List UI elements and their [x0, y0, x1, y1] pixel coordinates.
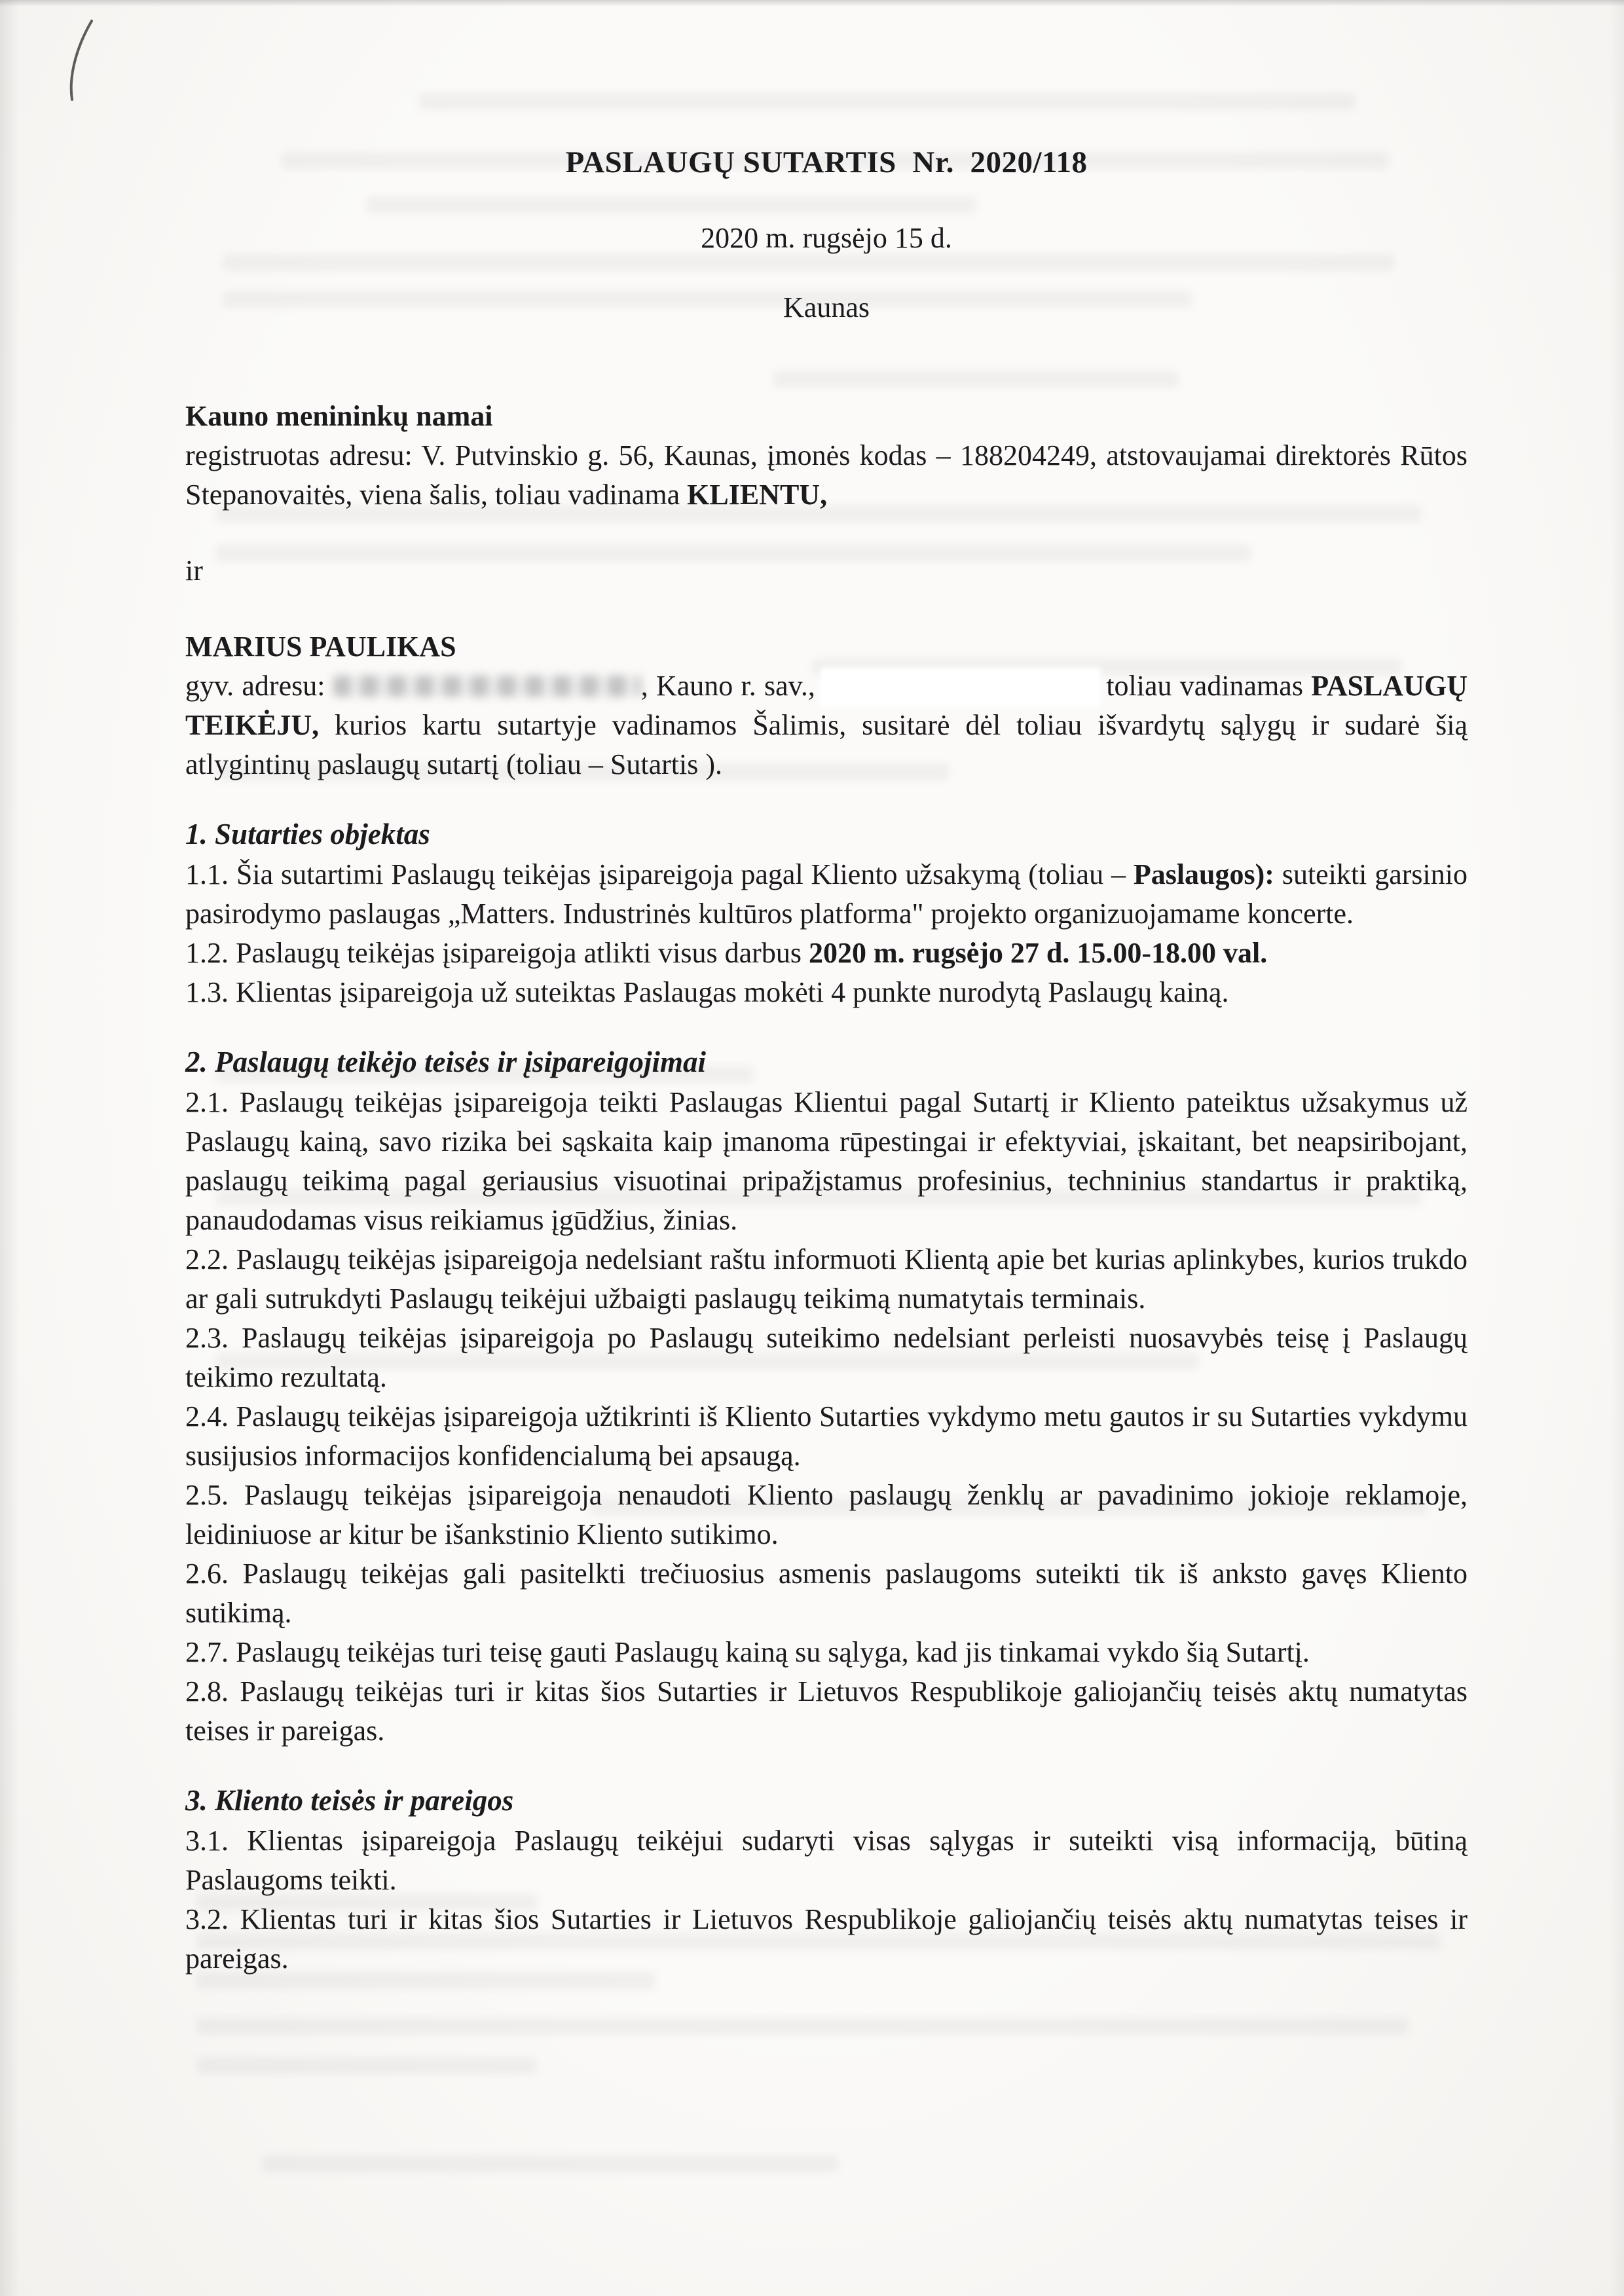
clause-paragraph [185, 1083, 1467, 1240]
conjunction-ir: ir [185, 555, 203, 587]
clause-paragraph [185, 1821, 1467, 1900]
client-details-text: registruotas adresu: V. Putvinskio g. 56, Kaunas, įmonės kodas – 188204249, atstovaujamai direktorės Rūtos Stepanovaitės, viena šalis, toliau vadinama [185, 439, 1467, 511]
clause-paragraph [185, 934, 1467, 973]
clause-text: 1.1. Šia sutartimi Paslaugų teikėjas įsipareigoja pagal Kliento užsakymą (toliau – [185, 858, 1134, 890]
contract-sections [185, 814, 1467, 1978]
clause-text: 2.4. Paslaugų teikėjas įsipareigoja užtikrinti iš Kliento Sutarties vykdymo metu gautos ir su Sutarties vykdymu susijusios informacijos konfidencialumą bei apsaugą. [185, 1400, 1467, 1472]
bleedthrough-line [262, 2155, 838, 2172]
clause-text: 2.1. Paslaugų teikėjas įsipareigoja teikti Paslaugas Klientui pagal Sutartį ir Kliento pateiktus užsakymus už Paslaugų kainą, savo rizika bei sąskaita kaip įmanoma rūpestingai ir efektyviai, įskaitant, bet neapsiribojant, paslaugų teikimą pagal geriausius visuotinai pripažįstamus profesinius, techninius standartus ir praktiką, panaudodamas visus reikiamus įgūdžius, žinias. [185, 1086, 1467, 1236]
contract-date: 2020 m. rugsėjo 15 d. [701, 222, 952, 254]
clause-text: 3.1. Klientas įsipareigoja Paslaugų teikėjui sudaryti visas sąlygas ir suteikti visą informaciją, būtiną Paslaugoms teikti. [185, 1825, 1467, 1896]
clause-text: 3.2. Klientas turi ir kitas šios Sutarties ir Lietuvos Respublikoje galiojančių teisės aktų numatytas teises ir pareigas. [185, 1903, 1467, 1975]
provider-designation: PASLAUGŲ TEIKĖJU, [185, 670, 1467, 741]
clause-text: 2.3. Paslaugų teikėjas įsipareigoja po Paslaugų suteikimo nedelsiant perleisti nuosavybės teisę į Paslaugų teikimo rezultatą. [185, 1322, 1467, 1393]
clause-text: suteikti garsinio pasirodymo paslaugas „Matters. Industrinės kultūros platforma" projekto organizuojamame koncerte. [185, 858, 1468, 930]
provider-name: MARIUS PAULIKAS [185, 630, 456, 663]
clause-text: 1.2. Paslaugų teikėjas įsipareigoja atlikti visus darbus [185, 937, 809, 969]
bleedthrough-line [196, 2057, 537, 2074]
contract-section [185, 814, 1467, 1012]
contract-title: PASLAUGŲ SUTARTIS Nr. 2020/118 [565, 145, 1088, 179]
provider-address-middle: , Kauno r. sav., [640, 670, 824, 702]
clause-paragraph [185, 1554, 1467, 1633]
redacted-address [333, 676, 641, 697]
client-designation: KLIENTU, [687, 479, 828, 511]
provider-address-suffix: toliau vadinamas [1098, 670, 1312, 702]
client-details [185, 436, 1467, 515]
clause-paragraph [185, 1397, 1467, 1476]
clause-bold-text: 2020 m. rugsėjo 27 d. 15.00-18.00 val. [808, 937, 1268, 969]
contract-content [185, 143, 1467, 1978]
bleedthrough-line [419, 93, 1356, 110]
clause-paragraph [185, 973, 1467, 1012]
clause-text: 2.8. Paslaugų teikėjas turi ir kitas šios Sutarties ir Lietuvos Respublikoje galiojančių teisės aktų numatytas teises ir pareigas. [185, 1675, 1467, 1747]
clause-text: 2.5. Paslaugų teikėjas įsipareigoja nenaudoti Kliento paslaugų ženklų ar pavadinimo jokioje reklamoje, leidiniuose ar kitur be išankstinio Kliento sutikimo. [185, 1479, 1467, 1550]
clause-paragraph [185, 1633, 1467, 1672]
clause-text: 2.7. Paslaugų teikėjas turi teisę gauti Paslaugų kainą su sąlyga, kad jis tinkamai vykdo šią Sutartį. [185, 1636, 1310, 1668]
clause-text: 1.3. Klientas įsipareigoja už suteiktas Paslaugas mokėti 4 punkte nurodytą Paslaugų kainą. [185, 976, 1229, 1008]
clause-paragraph [185, 855, 1467, 934]
provider-details-text: kurios kartu sutartyje vadinamos Šalimis, susitarė dėl toliau išvardytų sąlygų ir sudarė šią atlygintinų paslaugų sutartį (toliau – Sutartis ). [185, 709, 1467, 780]
clause-paragraph [185, 1900, 1467, 1978]
contract-section [185, 1042, 1467, 1751]
clause-text: 2.2. Paslaugų teikėjas įsipareigoja nedelsiant raštu informuoti Klientą apie bet kurias aplinkybes, kurios trukdo ar gali sutrukdyti Paslaugų teikėjui užbaigti paslaugų teikimą numatytais terminais. [185, 1243, 1467, 1315]
clause-paragraph [185, 1240, 1467, 1319]
client-name: Kauno menininkų namai [185, 400, 493, 432]
pen-mark [50, 17, 122, 109]
clause-paragraph [185, 1476, 1467, 1554]
redacted-personal-info [823, 670, 1098, 704]
section-heading: 2. Paslaugų teikėjo teisės ir įsipareigojimai [185, 1046, 707, 1078]
provider-details [185, 666, 1467, 784]
clause-paragraph [185, 1672, 1467, 1751]
contract-section [185, 1781, 1467, 1978]
clause-bold-text: Paslaugos): [1133, 858, 1274, 890]
provider-address-prefix: gyv. adresu: [185, 670, 333, 702]
contract-city: Kaunas [783, 291, 870, 323]
section-heading: 3. Kliento teisės ir pareigos [185, 1784, 514, 1817]
bleedthrough-line [196, 2018, 1408, 2035]
clause-paragraph [185, 1319, 1467, 1397]
clause-text: 2.6. Paslaugų teikėjas gali pasitelkti trečiuosius asmenis paslaugoms suteikti tik iš anksto gavęs Kliento sutikimą. [185, 1558, 1467, 1629]
section-heading: 1. Sutarties objektas [185, 818, 430, 850]
